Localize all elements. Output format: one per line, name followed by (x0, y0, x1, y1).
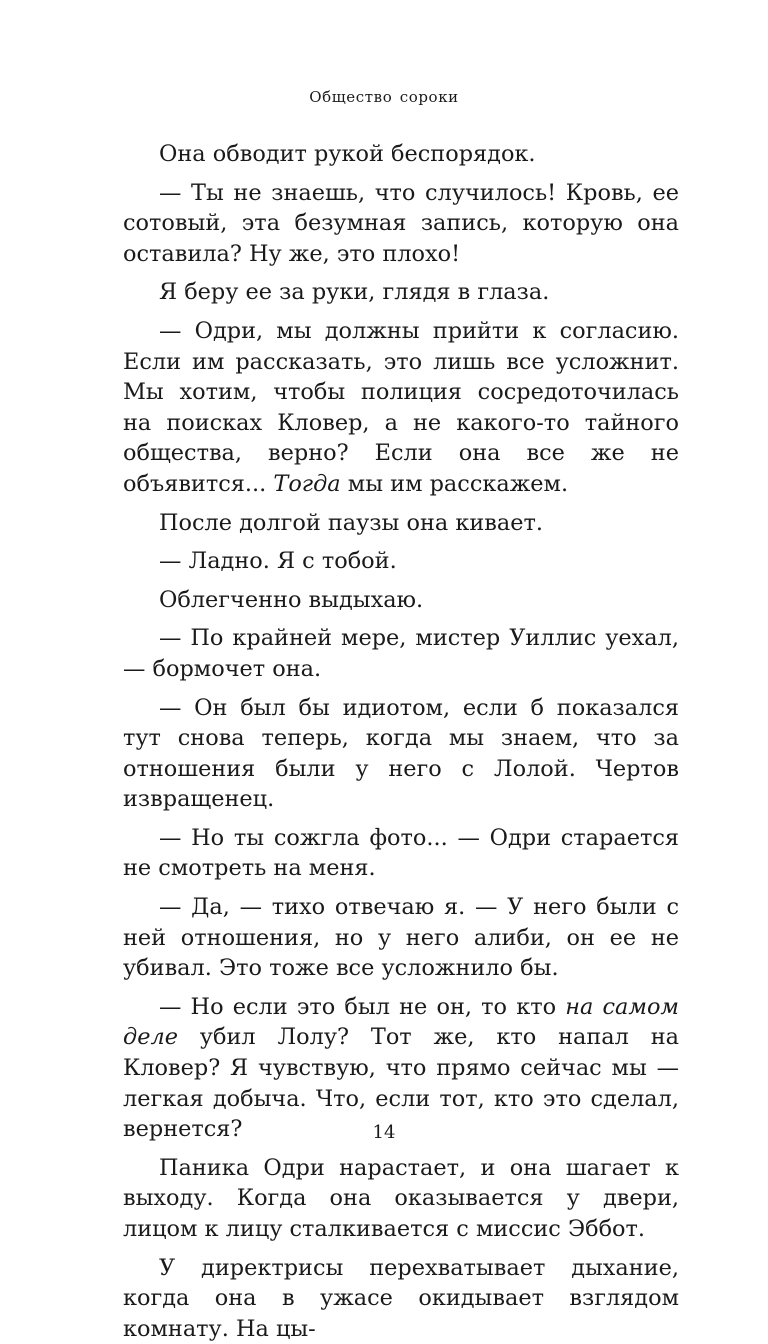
page-number: 14 (372, 1122, 396, 1143)
paragraph: — Ты не знаешь, что случилось! Кровь, ее сотовый, эта безумная запись, которую она оставила? Ну же, это плохо! (123, 179, 679, 267)
paragraph: У директрисы перехватывает дыхание, когда она в ужасе окидывает взглядом комнату. На цы- (123, 1254, 679, 1342)
paragraph: — Он был бы идиотом, если б показался тут снова теперь, когда мы знаем, что за отношения были у него с Лолой. Чертов извращенец. (123, 694, 679, 813)
paragraph: Я беру ее за руки, глядя в глаза. (159, 279, 550, 306)
running-title: Общество сороки (309, 88, 459, 106)
paragraph: — Да, — тихо отвечаю я. — У него были с ней отношения, но у него алиби, он ее не убивал. Это тоже все усложнило бы. (123, 894, 679, 982)
paragraph: — Но ты сожгла фото... — Одри старается не смотреть на меня. (123, 824, 679, 882)
paragraph: — Но если это был не он, то кто на самом деле убил Лолу? Тот же, кто напал на Кловер? Я чувствую, что прямо сейчас мы — легкая добыча. Что, если тот, кто это сделал, вернется? (123, 993, 680, 1143)
italic-emphasis: Тогда (273, 470, 341, 497)
paragraph: Облегченно выдыхаю. (159, 586, 424, 613)
paragraph: — Одри, мы должны прийти к согласию. Если им рассказать, это лишь все усложнит. Мы хотим, чтобы полиция сосредоточилась на поисках Кловер, а не какого-то тайного общества, верно? Если она все же не объявится... Тогда мы им расскажем. (123, 317, 679, 497)
italic-emphasis: на самом деле (123, 993, 680, 1051)
paragraph: Она обводит рукой беспорядок. (159, 141, 536, 167)
paragraph: — По крайней мере, мистер Уиллис уехал, — бормочет она. (123, 625, 679, 682)
paragraph: После долгой паузы она кивает. (159, 509, 543, 536)
paragraph: — Ладно. Я с тобой. (159, 548, 397, 575)
body-text (123, 139, 679, 1344)
paragraph: Паника Одри нарастает, и она шагает к выходу. Когда она оказывается у двери, лицом к лицу сталкивается с миссис Эббот. (123, 1154, 679, 1242)
